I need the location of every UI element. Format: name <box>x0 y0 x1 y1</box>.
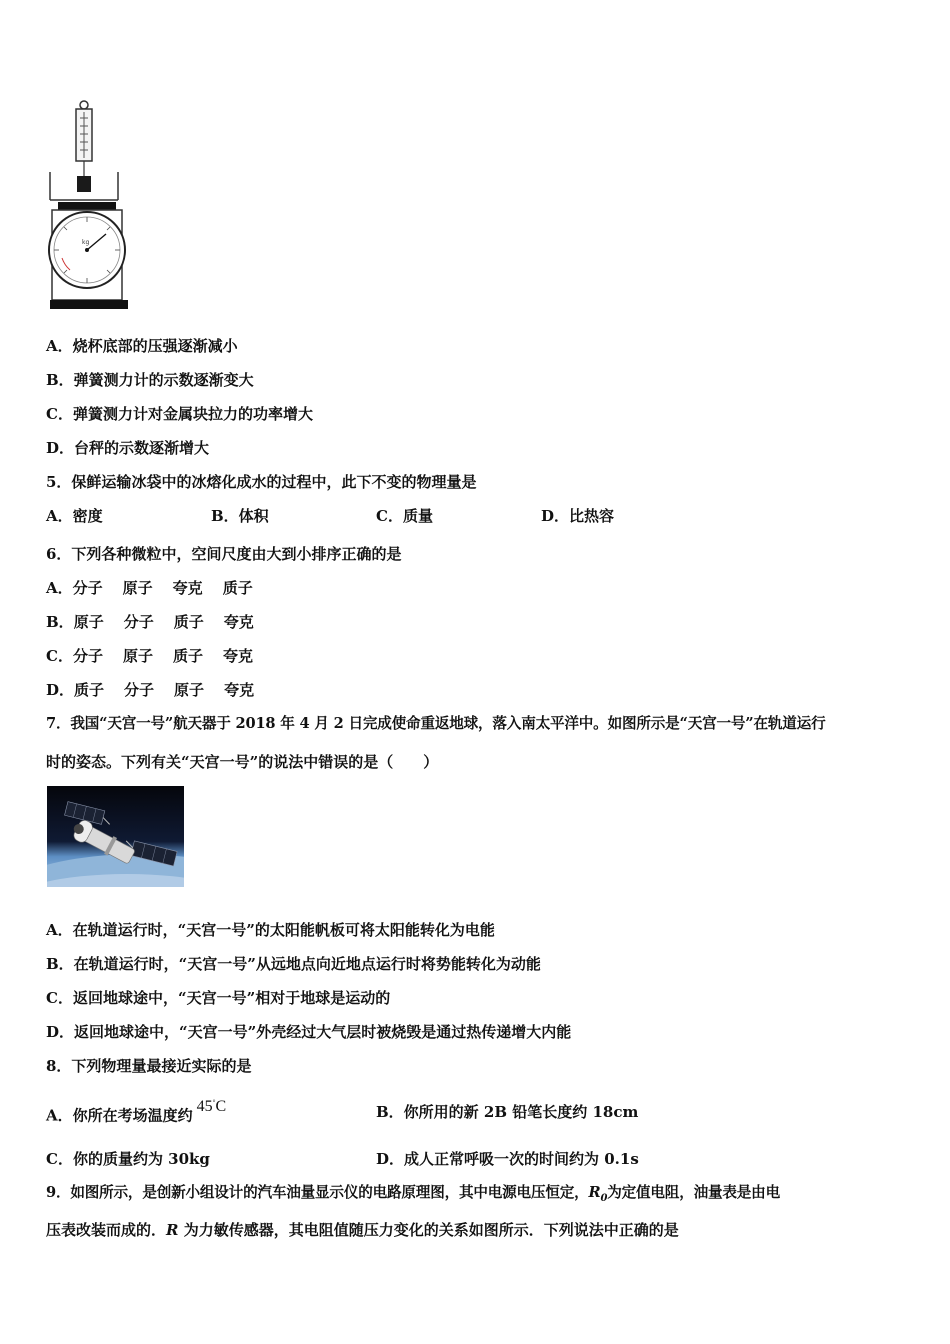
temperature-value: 45 <box>196 1098 213 1116</box>
q6-item: 原子 <box>73 613 104 631</box>
q8-option-c: C．你的质量约为 30kg <box>46 1150 210 1168</box>
q6-option-b <box>46 612 254 632</box>
r-symbol: R <box>166 1221 179 1239</box>
q6-item: 质子 <box>222 579 253 597</box>
q4-option-a: A．烧杯底部的压强逐渐减小 <box>46 337 238 355</box>
q6-item: 质子 <box>173 613 204 631</box>
q6-item: 夸克 <box>223 613 254 631</box>
q6-item: 分子 <box>72 579 103 597</box>
q8-option-a-text: A．你所在考场温度约 <box>46 1106 193 1125</box>
q6-item: 分子 <box>72 647 103 665</box>
q6-option-d <box>46 680 254 700</box>
q6-option-a <box>46 578 253 598</box>
space-station-image <box>47 786 184 887</box>
spring-scale-platform-scale-diagram <box>40 98 140 312</box>
q7-stem-line2: 时的姿态。下列有关“天宫一号”的说法中错误的是（ ） <box>46 753 439 771</box>
q4-option-c: C．弹簧测力计对金属块拉力的功率增大 <box>46 405 313 423</box>
q6-option-label: B． <box>46 613 74 631</box>
q9-line2-prefix: 压表改装而成的． <box>46 1221 167 1239</box>
q6-item: 分子 <box>123 613 154 631</box>
q7-option-a: A．在轨道运行时，“天宫一号”的太阳能帆板可将太阳能转化为电能 <box>46 921 495 939</box>
q6-item: 质子 <box>172 647 203 665</box>
q6-item: 夸克 <box>224 681 255 699</box>
q5-option-c: C．质量 <box>376 507 433 525</box>
q7-stem-line1: 7．我国“天宫一号”航天器于 2018 年 4 月 2 日完成使命重返地球，落入南太平洋中。如图所示是“天宫一号”在轨道运行 <box>46 715 826 732</box>
q6-item: 原子 <box>122 647 153 665</box>
q6-item: 质子 <box>74 681 105 699</box>
q9-stem-part1: 9．如图所示，是创新小组设计的汽车油量显示仪的电路原理图，其中电源电压恒定， <box>46 1184 589 1201</box>
q4-option-d: D．台秤的示数逐渐增大 <box>46 439 210 457</box>
temperature-unit: C <box>215 1098 227 1116</box>
q8-option-a <box>46 1098 227 1126</box>
q6-item: 原子 <box>174 681 205 699</box>
tiangong-photo <box>47 786 184 887</box>
q4-option-b: B．弹簧测力计的示数逐渐变大 <box>46 371 254 389</box>
q7-option-b: B．在轨道运行时，“天宫一号”从远地点向近地点运行时将势能转化为动能 <box>46 955 541 973</box>
q5-option-d: D．比热容 <box>541 507 615 525</box>
q8-stem: 8．下列物理量最接近实际的是 <box>46 1057 252 1075</box>
q5-option-b: B．体积 <box>211 507 269 525</box>
q9-line2-rest: 为力敏传感器，其电阻值随压力变化的关系如图所示．下列说法中正确的是 <box>183 1221 679 1239</box>
r0-symbol: $R_0$ <box>588 1184 608 1204</box>
q5-option-a: A．密度 <box>46 507 103 525</box>
q4-figure <box>40 98 140 312</box>
q6-option-label: C． <box>46 647 73 665</box>
q7-option-d: D．返回地球途中，“天宫一号”外壳经过大气层时被烧毁是通过热传递增大内能 <box>46 1023 572 1041</box>
q6-item: 夸克 <box>223 647 254 665</box>
q8-option-d: D．成人正常呼吸一次的时间约为 0.1s <box>376 1150 639 1168</box>
q6-item: 分子 <box>124 681 155 699</box>
temperature-formula: 45°C <box>196 1098 227 1116</box>
dial-unit-label: kg <box>82 239 90 246</box>
q6-item: 夸克 <box>172 579 203 597</box>
q8-option-b: B．你所用的新 2B 铅笔长度约 18cm <box>376 1103 639 1121</box>
q6-option-c <box>46 646 253 666</box>
q6-stem: 6．下列各种微粒中，空间尺度由大到小排序正确的是 <box>46 545 402 563</box>
q6-item: 原子 <box>122 579 153 597</box>
q9-stem-line2 <box>46 1220 679 1240</box>
q9-stem-line1 <box>46 1183 780 1209</box>
q6-option-label: D． <box>46 681 75 699</box>
q7-option-c: C．返回地球途中，“天宫一号”相对于地球是运动的 <box>46 989 391 1007</box>
q6-option-label: A． <box>46 579 73 597</box>
q9-stem-part2: 为定值电阻，油量表是由电 <box>607 1184 780 1201</box>
q5-stem: 5．保鲜运输冰袋中的冰熔化成水的过程中，此下不变的物理量是 <box>46 473 477 491</box>
